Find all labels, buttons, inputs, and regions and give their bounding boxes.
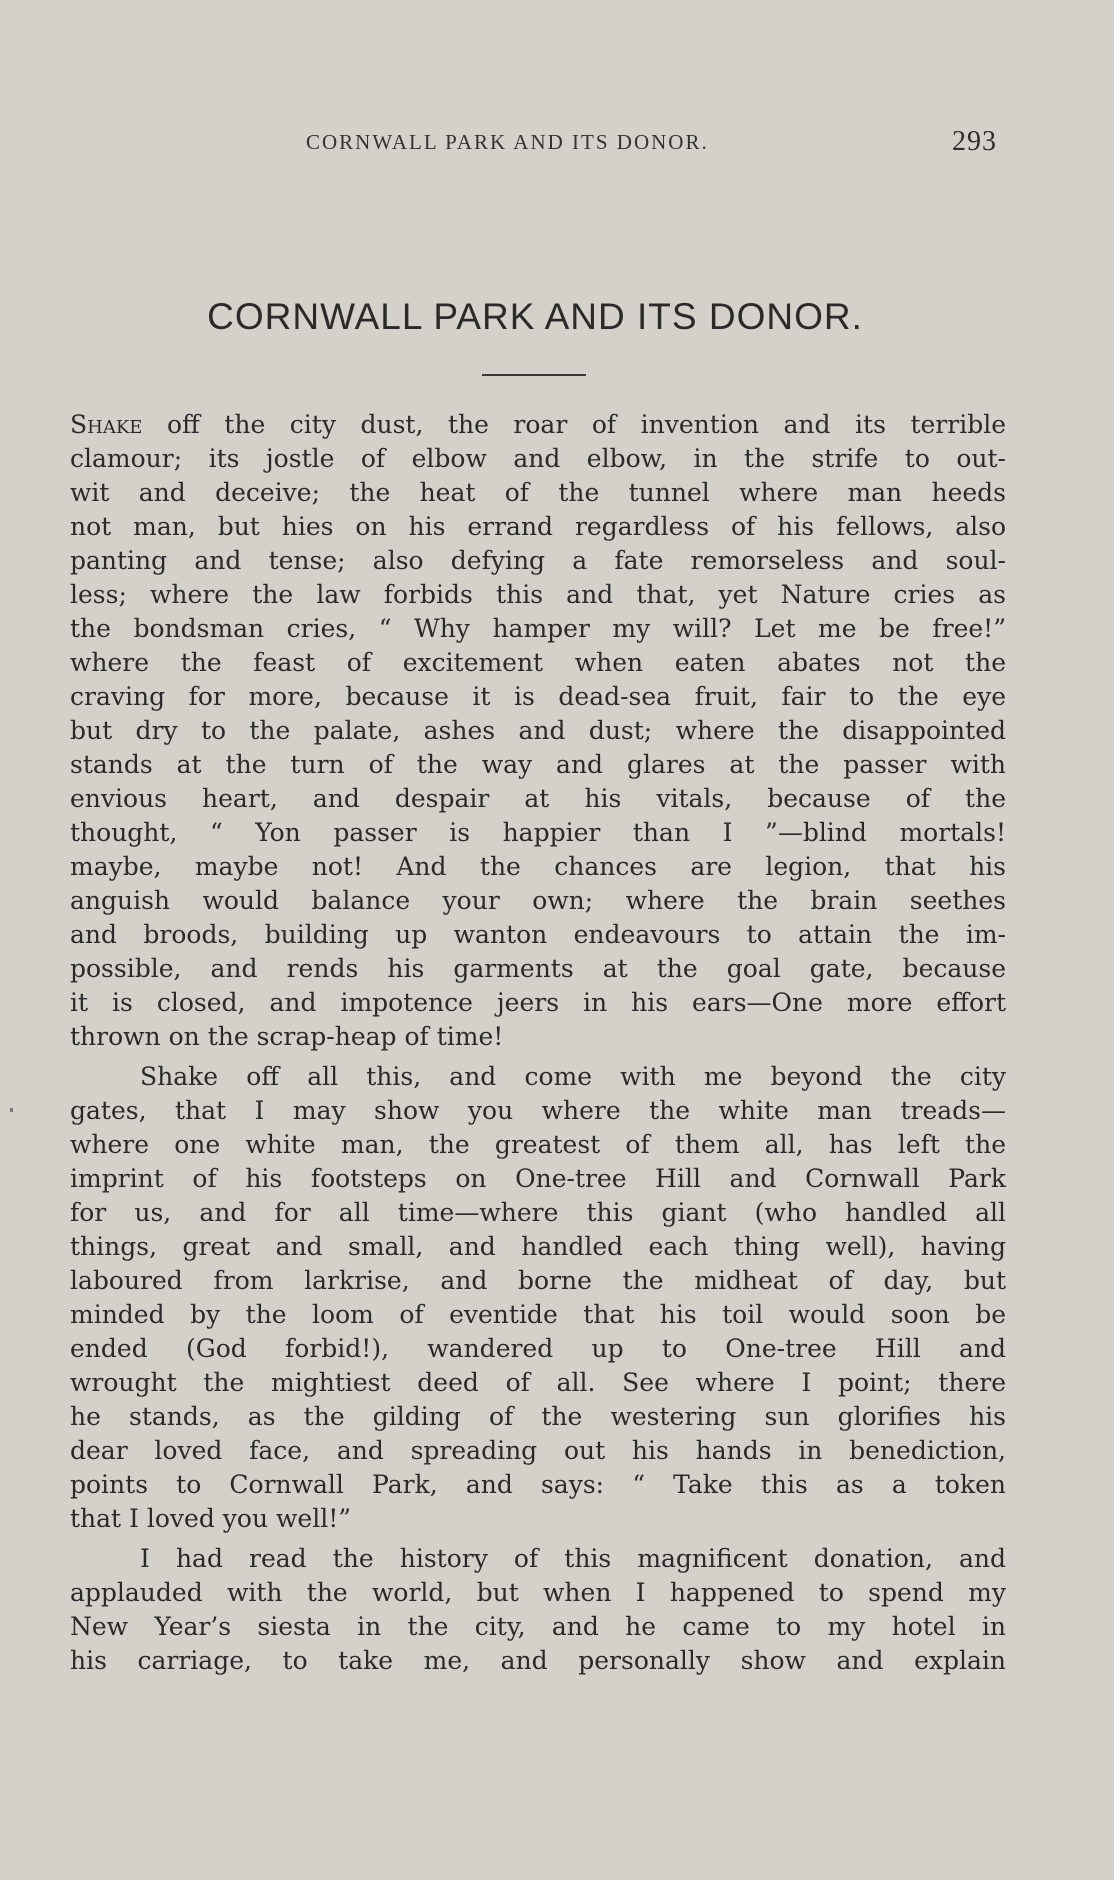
text-line: but dry to the palate, ashes and dust; where the disappointed — [70, 716, 1006, 745]
text-line: possible, and rends his garments at the goal gate, because — [70, 954, 1006, 983]
margin-speck — [10, 1108, 13, 1112]
chapter-title: CORNWALL PARK AND ITS DONOR. — [207, 296, 863, 337]
text-line: his carriage, to take me, and personally show and explain — [70, 1646, 1006, 1675]
text-line: it is closed, and impotence jeers in his ears—One more effort — [70, 988, 1006, 1017]
text-line: anguish would balance your own; where the brain seethes — [70, 886, 1006, 915]
text-line: wrought the mightiest deed of all. See where I point; there — [70, 1368, 1006, 1397]
text-line: gates, that I may show you where the white man treads— — [70, 1096, 1006, 1125]
text-line: where the feast of excitement when eaten abates not the — [70, 648, 1006, 677]
text-line: and broods, building up wanton endeavours to attain the im- — [70, 920, 1006, 949]
text-line: imprint of his footsteps on One-tree Hill and Cornwall Park — [70, 1164, 1006, 1193]
text-line: stands at the turn of the way and glares at the passer with — [70, 750, 1006, 779]
text-line: not man, but hies on his errand regardless of his fellows, also — [70, 512, 1006, 541]
text-line: maybe, maybe not! And the chances are legion, that his — [70, 852, 1006, 881]
text-line: Shake off the city dust, the roar of invention and its terrible — [70, 410, 1006, 439]
text-line: thought, “ Yon passer is happier than I ”—blind mortals! — [70, 818, 1006, 847]
text-line: less; where the law forbids this and that, yet Nature cries as — [70, 580, 1006, 609]
text-line: minded by the loom of eventide that his toil would soon be — [70, 1300, 1006, 1329]
text-line: thrown on the scrap-heap of time! — [70, 1022, 504, 1051]
text-line: envious heart, and despair at his vitals, because of the — [70, 784, 1006, 813]
text-line: wit and deceive; the heat of the tunnel where man heeds — [70, 478, 1006, 507]
text-line: New Year’s siesta in the city, and he came to my hotel in — [70, 1612, 1006, 1641]
text-line: craving for more, because it is dead-sea fruit, fair to the eye — [70, 682, 1006, 711]
text-line: Shake off all this, and come with me beyond the city — [140, 1062, 1006, 1091]
text-line: panting and tense; also defying a fate remorseless and soul- — [70, 546, 1006, 575]
body-text — [70, 408, 1006, 1678]
page-number: 293 — [952, 126, 997, 157]
text-line: applauded with the world, but when I happened to spend my — [70, 1578, 1006, 1607]
lead-word: Shake — [70, 410, 143, 439]
text-line: he stands, as the gilding of the westering sun glorifies his — [70, 1402, 1006, 1431]
text-line: for us, and for all time—where this giant (who handled all — [70, 1198, 1006, 1227]
text-line: points to Cornwall Park, and says: “ Take this as a token — [70, 1470, 1006, 1499]
text-line: I had read the history of this magnificent donation, and — [140, 1544, 1006, 1573]
text-line: that I loved you well!” — [70, 1504, 352, 1533]
text-line: where one white man, the greatest of them all, has left the — [70, 1130, 1006, 1159]
running-head: CORNWALL PARK AND ITS DONOR. — [306, 130, 709, 154]
text-line: the bondsman cries, “ Why hamper my will? Let me be free!” — [70, 614, 1006, 643]
text-line: laboured from larkrise, and borne the midheat of day, but — [70, 1266, 1006, 1295]
text-line: ended (God forbid!), wandered up to One-tree Hill and — [70, 1334, 1006, 1363]
text-line: dear loved face, and spreading out his hands in benediction, — [70, 1436, 1006, 1465]
text-line: clamour; its jostle of elbow and elbow, in the strife to out- — [70, 444, 1006, 473]
title-rule — [482, 374, 586, 376]
text-line: things, great and small, and handled each thing well), having — [70, 1232, 1006, 1261]
